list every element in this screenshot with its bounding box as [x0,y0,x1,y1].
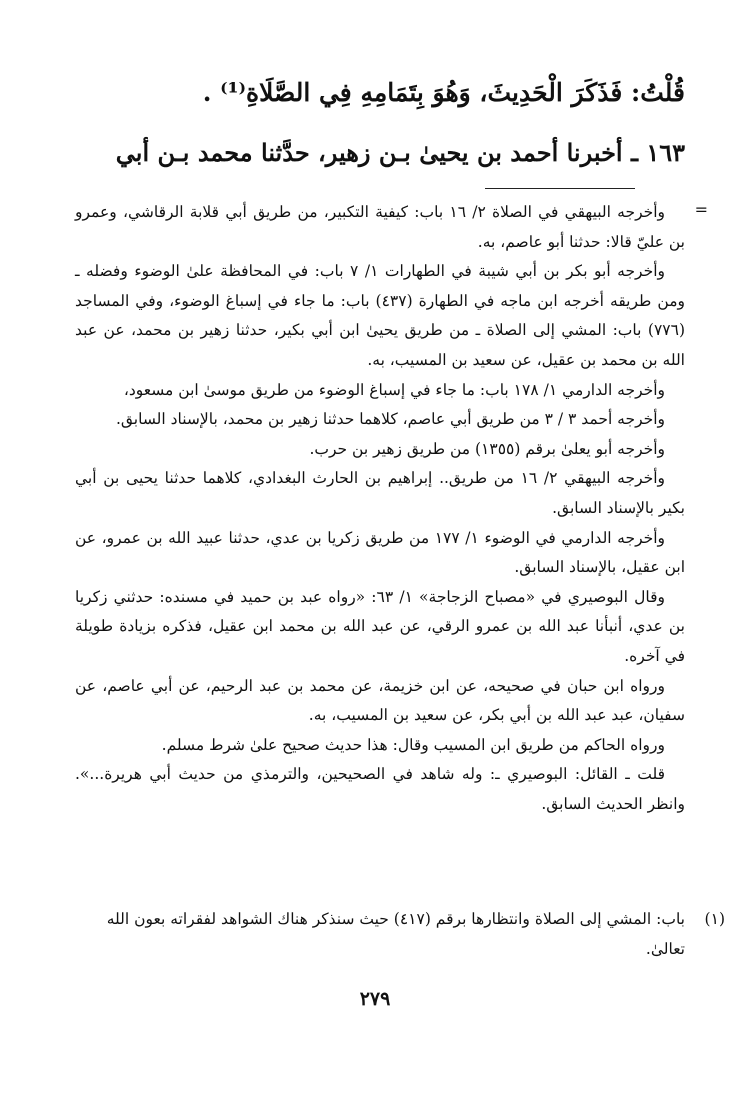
note-paragraph: وأخرجه أحمد ٣ / ٣ من طريق أبي عاصم، كلاهما حدثنا زهير بن محمد، بالإسناد السابق. [115,410,665,429]
note-paragraph: قلت ـ القائل: البوصيري ـ: وله شاهد في الصحيحين، والترمذي من حديث أبي هريرة...». وانظر الحديث السابق. [75,765,685,813]
note-paragraph: وأخرجه أبو يعلىٰ برقم (١٣٥٥) من طريق زهير بن حرب. [309,439,665,458]
footnote-text: باب: المشي إلى الصلاة وانتظارها برقم (٤١٧) حيث سنذكر هناك الشواهد لفقراته بعون الله تعالىٰ. [106,910,685,958]
footnote-number: (١) [704,910,725,928]
continuation-mark: = [694,200,708,219]
note-paragraph: ورواه الحاكم من طريق ابن المسيب وقال: هذا حديث صحيح علىٰ شرط مسلم. [161,735,665,754]
note-paragraph: وأخرجه أبو بكر بن أبي شيبة في الطهارات ١/ ٧ باب: في المحافظة علىٰ الوضوء وفضله ـ ومن طريقه أخرجه ابن ماجه في الطهارة (٤٣٧) باب: ما جاء في إسباغ الوضوء، وفي المساجد (٧٧٦) باب: المشي إلى الصلاة ـ من طريق يحيىٰ ابن أبي بكير، حدثنا زهير بن محمد، عن عبد الله بن محمد بن عقيل، عن سعيد بن المسيب، به. [75,262,685,369]
note-paragraph: وأخرجه البيهقي ٢/ ١٦ من طريق.. إبراهيم بن الحارث البغدادي، كلاهما حدثنا يحيى بن أبي بكير بالإسناد السابق. [75,469,685,517]
note-paragraph: وأخرجه الدارمي ١/ ١٧٨ باب: ما جاء في إسباغ الوضوء من طريق موسىٰ ابن مسعود، [123,380,665,399]
main-text-line-2: ١٦٣ ـ أخبرنا أحمد بن يحيىٰ بـن زهير، حدَّثنا محمد بـن أبي [115,138,685,167]
note-paragraph: وأخرجه الدارمي في الوضوء ١/ ١٧٧ من طريق زكريا بن عدي، حدثنا عبيد الله بن عمرو، عن ابن عقيل، بالإسناد السابق. [75,528,685,577]
main-text-line-1: قُلْتُ: فَذَكَرَ الْحَدِيثَ، وَهُوَ بِتَمَامِهِ فِي الصَّلَاةِ⁽¹⁾ . [202,78,685,107]
page-number: ٢٧٩ [359,988,391,1010]
footnote-separator [485,188,635,189]
footnote-continuation [75,198,685,819]
note-paragraph: وقال البوصيري في «مصباح الزجاجة» ١/ ٦٣: «رواه عبد بن حميد في مسنده: حدثني زكريا بن عدي، أنبأنا عبد الله بن عمرو الرقي، عن عبد الله بن محمد ابن عقيل، فذكره بزيادة طويلة في آخره. [75,587,685,665]
note-paragraph: ورواه ابن حبان في صحيحه، عن ابن خزيمة، عن محمد بن عبد الرحيم، عن أبي عاصم، عن سفيان، عبد عبد الله بن أبي بكر، عن سعيد بن المسيب، به. [75,676,685,725]
footnote-1 [75,905,725,964]
note-paragraph: وأخرجه البيهقي في الصلاة ٢/ ١٦ باب: كيفية التكبير، من طريق أبي قلابة الرقاشي، وعمرو بن عليّ قالا: حدثنا أبو عاصم، به. [75,203,685,251]
